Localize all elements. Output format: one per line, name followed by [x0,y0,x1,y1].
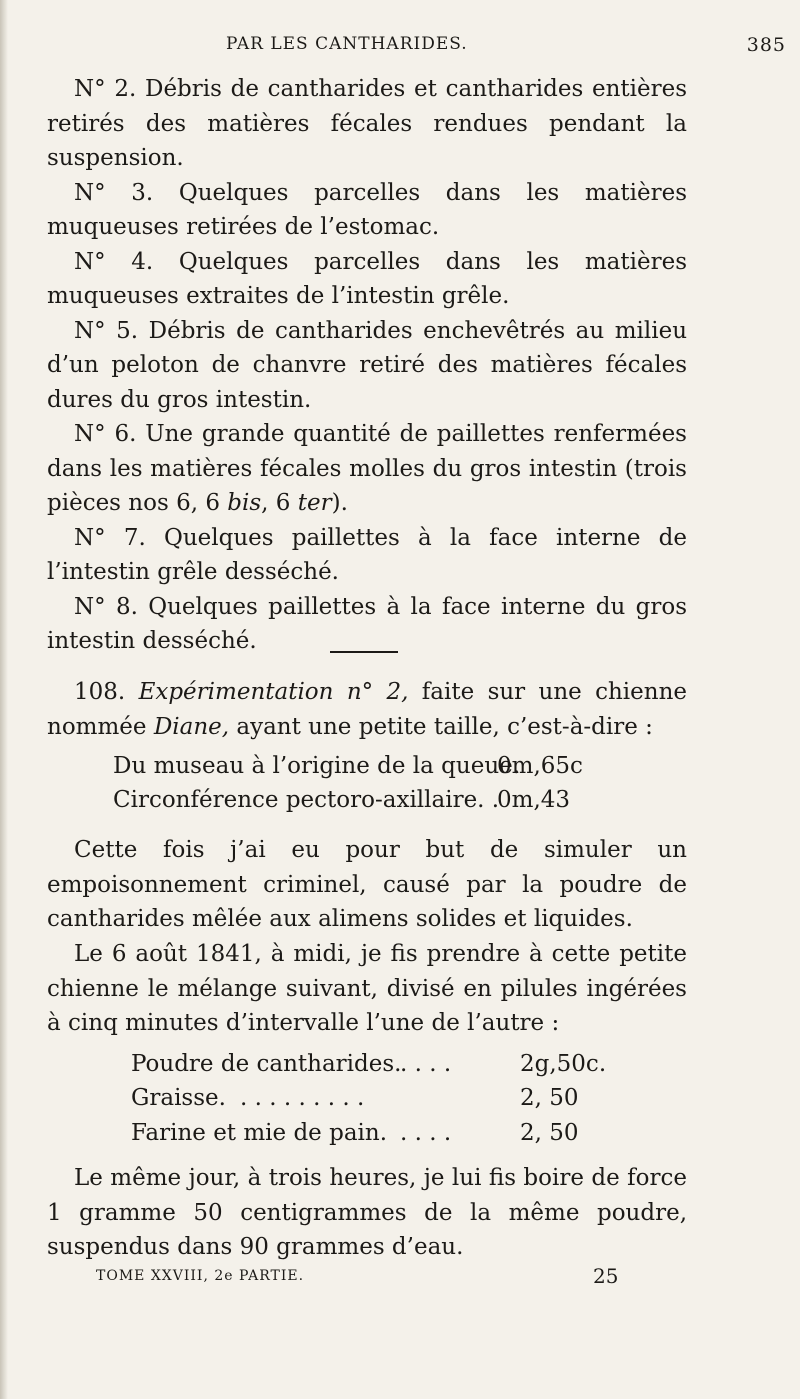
item-number: N° 4. [74,248,154,275]
paragraph-1 [47,833,687,937]
section-text: faite sur une chienne nommée [47,679,688,740]
running-header [48,32,786,62]
dog-name: Diane, [153,713,230,740]
paragraph-text: Le même jour, à trois heures, je lui fis boire de force 1 gramme 50 centigrammes de la même poudre, suspendus dans 90 grammes d’eau. [47,1165,687,1260]
paragraph-text: Cette fois j’ai eu pour but de simuler un empoisonnement criminel, causé par la poudre de cantharides mêlée aux alimens solides et liquides. [47,837,687,932]
item-8 [47,590,687,659]
item-text: Quelques paillettes à la face interne de l’intestin grêle desséché. [47,524,687,585]
item-number: N° 5. [74,317,139,344]
measurement-label: Du museau à l’origine de la queue. [113,753,521,779]
page-number: 385 [746,34,786,56]
items-block [47,72,687,659]
item-4 [47,245,687,314]
measurement-label: Circonférence pectoro-axillaire. . [113,787,500,813]
item-number: N° 3. [74,179,154,206]
folio: 25 [593,1264,619,1288]
item-text: Quelques paillettes à la face interne du gros intestin desséché. [47,593,688,654]
section-text: ayant une petite taille, c’est-à-dire : [229,713,653,740]
recipe-value: 2, 50 [520,1120,579,1146]
signature-mark: TOME XXVIII, 2e PARTIE. [96,1268,305,1284]
measurement-value: 0m,43 [497,787,571,813]
paragraph-3 [47,1161,687,1265]
paragraph-text: Le 6 août 1841, à midi, je fis prendre à cette petite chienne le mélange suivant, divisé en pilules ingérées à cinq minutes d’intervalle l’une de l’autre : [47,941,687,1036]
item-2 [47,72,687,176]
item-5 [47,314,687,418]
page-gutter [0,0,8,1399]
item-text: Débris de cantharides et cantharides entières retirés des matières fécales rendues pendant la suspension. [47,76,688,171]
recipe-dots: . . . . . . . . . [240,1085,365,1111]
item-text: Une grande quantité de paillettes renfermées dans les matières fécales molles du gros intestin (trois pièces nos 6, 6 [47,421,687,516]
recipe-label: Poudre de cantharides. [131,1051,402,1077]
item-text: ). [331,490,348,516]
measurement-value: 0m,65c [497,753,583,779]
item-number: N° 6. [74,421,137,447]
item-number: N° 2. [74,76,137,102]
recipe-label: Graisse. [131,1085,226,1111]
item-number: N° 7. [74,524,146,551]
item-text: , 6 [261,490,298,516]
recipe-dots: . . . . [400,1051,452,1077]
section-divider [330,651,398,653]
section-paragraph [47,675,687,744]
recipe-label: Farine et mie de pain. [131,1120,388,1146]
running-title: PAR LES CANTHARIDES. [226,34,468,54]
recipe-value: 2, 50 [520,1085,579,1111]
item-6 [47,417,687,521]
section-heading: Expérimentation n° 2, [138,679,409,705]
item-text-italic: ter [297,490,332,516]
item-text: Quelques parcelles dans les matières muqueuses extraites de l’intestin grêle. [47,248,688,309]
item-3 [47,176,687,245]
item-text: Débris de cantharides enchevêtrés au milieu d’un peloton de chanvre retiré des matières fécales dures du gros intestin. [47,317,688,413]
item-number: N° 8. [74,593,138,620]
recipe-value: 2g,50c. [520,1051,607,1077]
recipe-dots: . . . . [400,1120,452,1146]
item-7 [47,521,687,590]
paragraph-2 [47,937,687,1041]
section-number: 108. [74,679,126,705]
item-text: Quelques parcelles dans les matières muqueuses retirées de l’estomac. [47,179,688,240]
section-heading-block [47,675,687,744]
item-text-italic: bis [227,490,262,516]
